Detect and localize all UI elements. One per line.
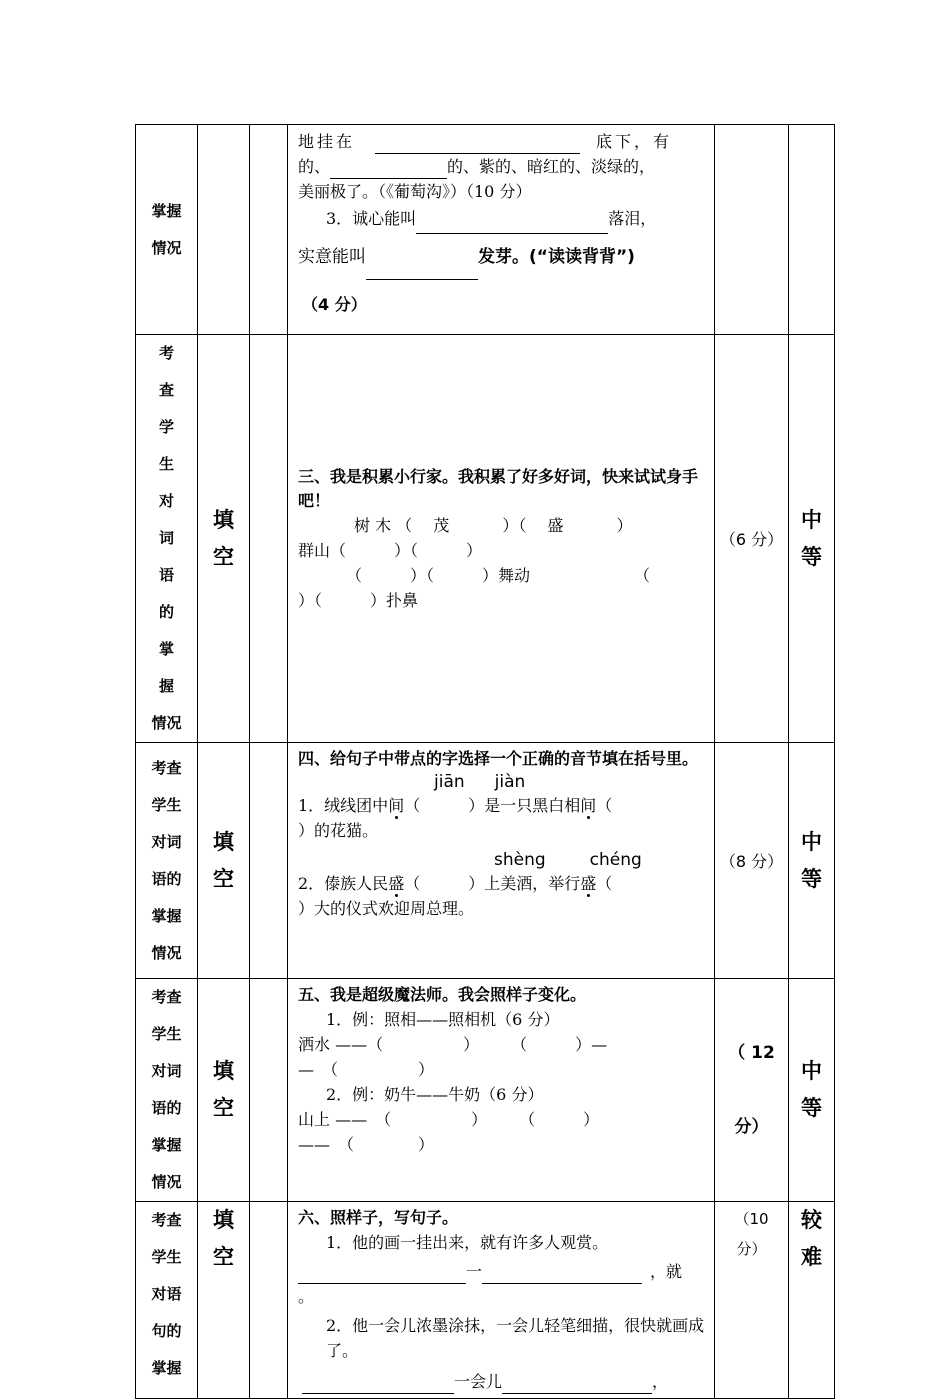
table-row [136, 335, 835, 743]
objective-line: 对语 [151, 1285, 182, 1303]
question-cell [288, 1202, 715, 1399]
objective-line: 掌 握 [158, 640, 184, 695]
difficulty-cell [789, 1202, 835, 1399]
question-text: ）的花猫。 [298, 821, 379, 840]
question-text: 的、紫的、暗红的、淡绿的， [447, 157, 656, 176]
table-row [136, 125, 835, 335]
type-char: 填 [213, 1059, 234, 1083]
blank-cell [250, 125, 288, 335]
difficulty-cell [789, 743, 835, 979]
blank-cell [250, 335, 288, 743]
pinyin-label: shèng [494, 850, 546, 870]
type-cell [198, 1202, 250, 1399]
objective-line: 句的 [151, 1322, 182, 1340]
type-cell [198, 125, 250, 335]
objective-cell [136, 1202, 198, 1399]
question-text: （ ）（ ）舞动 （ [346, 565, 651, 585]
question-text: 2．傣族人民 [298, 874, 389, 893]
score-cell [715, 979, 789, 1202]
objective-cell [136, 125, 198, 335]
score-cell: （8 分） [715, 743, 789, 979]
difficulty-char: 中 [801, 1059, 822, 1083]
difficulty-char: 等 [801, 866, 822, 891]
difficulty-cell [789, 979, 835, 1202]
type-char: 空 [213, 1096, 234, 1120]
question-text: ）（ ）扑鼻 [298, 590, 419, 610]
objective-cell [136, 743, 198, 979]
score-line: 分） [736, 1240, 767, 1258]
question-text: ，就 [650, 1262, 683, 1281]
difficulty-char: 中 [801, 507, 822, 532]
question-text: 一会儿 [454, 1372, 503, 1391]
pinyin-label: chéng [589, 850, 642, 870]
score-cell [715, 1202, 789, 1399]
question-title: 六、照样子，写句子。 [298, 1208, 459, 1227]
question-cell [288, 979, 715, 1202]
objective-line: 情况 [151, 714, 182, 732]
answer-blank [502, 1375, 652, 1394]
answer-blank [302, 1375, 454, 1394]
type-cell [198, 335, 250, 743]
objective-line: 情况 [151, 1173, 182, 1191]
question-text: （ [596, 796, 613, 815]
objective-line: 学生 [151, 795, 182, 814]
question-text: 实意能叫 [298, 247, 366, 267]
objective-line: 考 查 [158, 344, 184, 399]
answer-blank [375, 135, 580, 154]
score-cell [715, 125, 789, 335]
type-char: 空 [213, 544, 234, 569]
question-text: ）大的仪式欢迎周总理。 [298, 899, 475, 918]
objective-line: 学生 [151, 1248, 182, 1266]
blank-cell [250, 1202, 288, 1399]
objective-line: 语的 [151, 1099, 182, 1117]
question-text: 1．例：照相——照相机（6 分） [326, 1010, 560, 1029]
objective-line: 考查 [151, 1211, 182, 1229]
type-char: 空 [213, 866, 234, 891]
pinyin-label: jiān [434, 772, 465, 792]
objective-line: 考查 [151, 988, 182, 1006]
question-text: 群山（ ）（ ） [298, 540, 483, 560]
objective-cell [136, 979, 198, 1202]
question-text: ， [652, 1372, 669, 1391]
pinyin-label: jiàn [494, 772, 526, 792]
question-text: （ [596, 874, 613, 893]
question-text: 洒水 ——（ ） （ ）— [298, 1035, 608, 1054]
table-row [136, 979, 835, 1202]
question-text: 1．他的画一挂出来，就有许多人观赏。 [326, 1233, 609, 1252]
blank-cell [250, 979, 288, 1202]
objective-line: 学生 [151, 1025, 182, 1043]
question-text: 美丽极了。（《葡萄沟》）（10 分） [298, 182, 532, 201]
question-text: 山上 —— （ ） （ ） [298, 1110, 600, 1129]
answer-blank [330, 160, 447, 179]
score-line: （ 12 [728, 1043, 775, 1063]
answer-blank [366, 261, 478, 280]
difficulty-cell [789, 125, 835, 335]
dotted-char: 盛 [388, 874, 405, 893]
question-text: 。 [298, 1287, 315, 1306]
answer-blank [482, 1265, 642, 1284]
difficulty-char: 等 [801, 1096, 822, 1120]
objective-line: 掌握 [151, 1359, 182, 1377]
question-cell [288, 125, 715, 335]
question-text: 一 [466, 1262, 483, 1281]
objective-line: 对 词 [158, 492, 184, 547]
question-text: 3．诚心能叫 [326, 209, 417, 228]
difficulty-char: 等 [801, 544, 822, 569]
objective-line: 掌握 [151, 906, 182, 925]
question-text: （4 分） [302, 295, 367, 314]
question-text: 地挂在 [298, 132, 356, 151]
objective-line: 考查 [151, 758, 182, 777]
difficulty-cell [789, 335, 835, 743]
question-text: （ ）上美酒，举行 [404, 874, 581, 893]
type-cell [198, 979, 250, 1202]
objective-line: 语的 [151, 869, 182, 888]
question-cell [288, 743, 715, 979]
question-text: 发芽。(“读读背背”) [478, 247, 635, 267]
score-line: （10 [734, 1210, 769, 1228]
question-text: 1．绒线团中 [298, 796, 389, 815]
type-char: 填 [213, 829, 234, 854]
dotted-char: 盛 [580, 874, 597, 893]
objective-line: 情况 [151, 238, 182, 257]
answer-blank [416, 215, 608, 234]
question-cell [288, 335, 715, 743]
type-char: 填 [213, 1208, 234, 1232]
table-row [136, 743, 835, 979]
difficulty-char: 难 [801, 1245, 822, 1269]
type-cell [198, 743, 250, 979]
question-text: — （ ） [298, 1060, 435, 1079]
objective-line: 掌握 [151, 201, 182, 220]
dotted-char: 间 [580, 796, 597, 815]
type-char: 填 [213, 507, 234, 532]
question-title: 四、给句子中带点的字选择一个正确的音节填在括号里。 [298, 749, 699, 768]
blank-cell [250, 743, 288, 979]
objective-line: 掌握 [151, 1136, 182, 1154]
exam-analysis-table [135, 124, 835, 1399]
question-text: 2．他一会儿浓墨涂抹，一会儿轻笔细描，很快就画成了。 [326, 1316, 705, 1360]
question-text: 树 木 （ 茂 ）（ 盛 ） [354, 515, 633, 535]
question-text: —— （ ） [298, 1135, 435, 1154]
objective-line: 语 的 [158, 566, 184, 621]
score-cell: （6 分） [715, 335, 789, 743]
question-text: （ ）是一只黑白相 [404, 796, 581, 815]
question-title: 五、我是超级魔法师。我会照样子变化。 [298, 985, 587, 1004]
score-line: 分） [734, 1117, 769, 1137]
objective-line: 情况 [151, 943, 182, 962]
question-title: 三、我是积累小行家。我积累了好多好词，快来试试身手吧！ [298, 466, 699, 510]
table-row [136, 1202, 835, 1399]
question-text: 的、 [298, 157, 331, 176]
objective-line: 对词 [151, 832, 182, 851]
objective-line: 学 生 [158, 418, 184, 473]
objective-line: 对词 [151, 1062, 182, 1080]
dotted-char: 间 [388, 796, 405, 815]
objective-cell [136, 335, 198, 743]
question-text: 底下，有 [596, 132, 673, 151]
type-char: 空 [213, 1245, 234, 1269]
question-text: 落泪， [608, 209, 657, 228]
answer-blank [298, 1265, 466, 1284]
difficulty-char: 中 [801, 829, 822, 854]
question-text: 2．例：奶牛——牛奶（6 分） [326, 1085, 544, 1104]
difficulty-char: 较 [801, 1208, 822, 1232]
